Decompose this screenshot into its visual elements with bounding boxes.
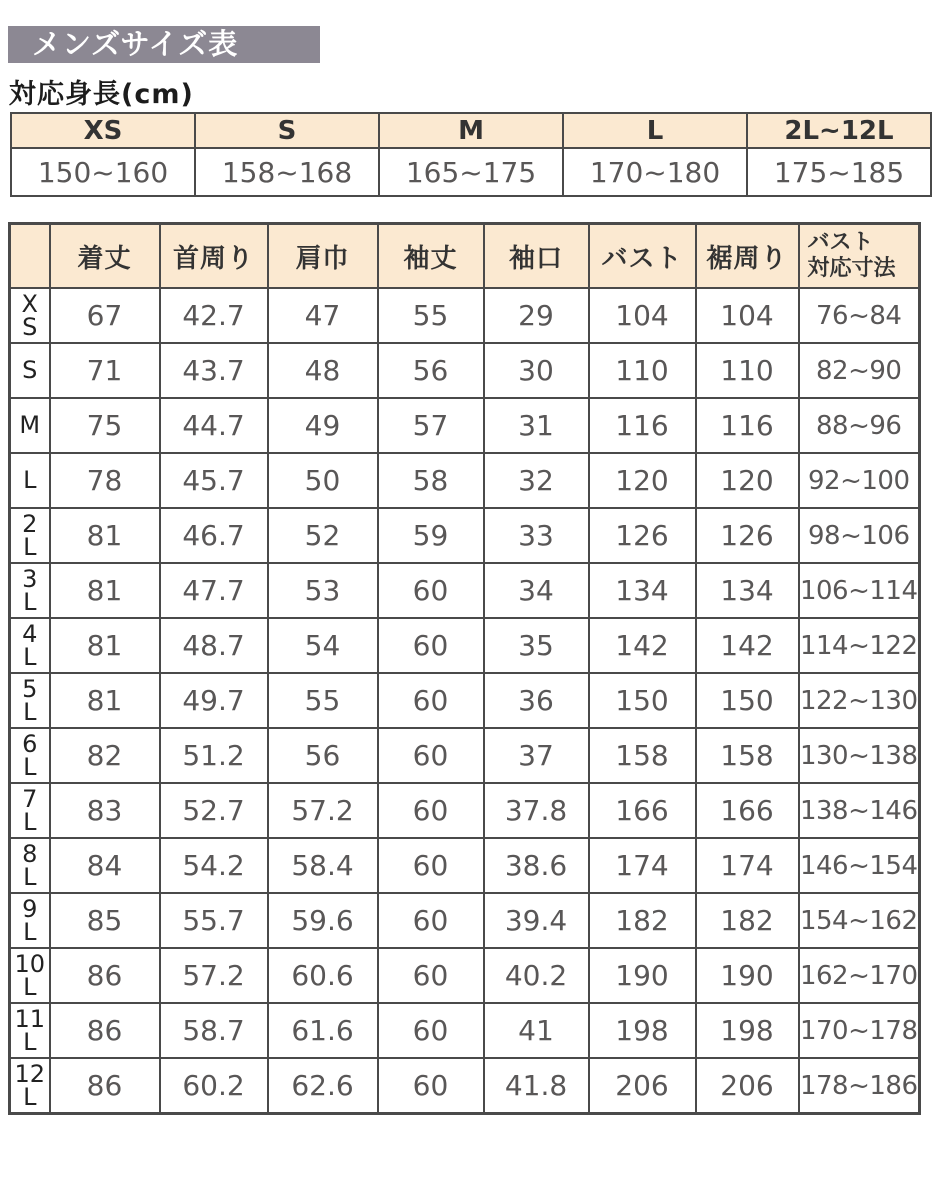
table-cell: 81 [50,673,160,728]
table-cell: 134 [696,563,799,618]
row-size-label-line: L [23,1082,37,1111]
table-cell: 116 [696,398,799,453]
height-table-title: 対応身長(cm) [9,79,194,110]
table-cell: 81 [50,618,160,673]
row-size-label-line: L [23,752,37,781]
table-cell: 56 [268,728,378,783]
table-row-2l [10,508,920,563]
table-cell: 78 [50,453,160,508]
row-size-label-line: 4 [22,619,38,648]
table-row-7l [10,783,920,838]
table-cell: 48.7 [160,618,268,673]
table-cell: 41 [484,1003,589,1058]
row-size-label-line: L [23,1027,37,1056]
row-size-label-xs [10,288,50,343]
page-title-text: メンズサイズ表 [32,27,239,61]
table-cell: 58 [378,453,484,508]
table-cell: 60.2 [160,1058,268,1114]
row-size-label-line: 12 [14,1059,46,1088]
row-size-label-line: 9 [22,894,38,923]
table-cell: 38.6 [484,838,589,893]
row-size-label-line: X [21,289,38,318]
height-col-2l-12l: 2L~12L [747,113,931,148]
table-cell: 110 [696,343,799,398]
table-cell: 146~154 [799,838,920,893]
table-cell: 60 [378,618,484,673]
col-header-sleeve-length: 袖丈 [378,224,484,289]
table-cell: 190 [696,948,799,1003]
table-cell: 47 [268,288,378,343]
table-row-m [10,398,920,453]
table-cell: 182 [589,893,696,948]
row-size-label-2l [10,508,50,563]
height-col-m: M [379,113,563,148]
height-col-s: S [195,113,379,148]
table-cell: 142 [696,618,799,673]
col-header-bust-range-line1: バスト [807,230,874,256]
table-cell: 37 [484,728,589,783]
table-cell: 81 [50,563,160,618]
table-cell: 104 [589,288,696,343]
table-cell: 114~122 [799,618,920,673]
table-cell: 55 [268,673,378,728]
height-value-l: 170~180 [563,148,747,196]
table-cell: 52 [268,508,378,563]
table-cell: 126 [696,508,799,563]
table-row-xs [10,288,920,343]
table-cell: 82~90 [799,343,920,398]
col-header-hem: 裾周り [696,224,799,289]
height-col-xs: XS [11,113,195,148]
row-size-label-m [10,398,50,453]
height-table [10,112,932,197]
row-size-label-11l [10,1003,50,1058]
table-cell: 52.7 [160,783,268,838]
col-header-bust-range-line2: 対応寸法 [807,256,896,281]
table-cell: 57.2 [268,783,378,838]
table-row-6l [10,728,920,783]
row-size-label-line: 8 [22,839,38,868]
table-cell: 75 [50,398,160,453]
table-cell: 60 [378,838,484,893]
table-cell: 60 [378,893,484,948]
height-table-header-row [11,113,931,148]
table-cell: 67 [50,288,160,343]
table-cell: 42.7 [160,288,268,343]
table-cell: 182 [696,893,799,948]
table-cell: 60 [378,1003,484,1058]
table-cell: 60 [378,948,484,1003]
table-cell: 126 [589,508,696,563]
height-table-value-row [11,148,931,196]
size-table-header-row [10,224,920,289]
table-cell: 84 [50,838,160,893]
table-cell: 154~162 [799,893,920,948]
col-header-bust-range [799,224,920,289]
col-header-body-length: 着丈 [50,224,160,289]
size-table [8,222,921,1115]
table-cell: 55 [378,288,484,343]
table-cell: 85 [50,893,160,948]
table-cell: 30 [484,343,589,398]
table-cell: 59 [378,508,484,563]
table-cell: 57 [378,398,484,453]
table-cell: 150 [696,673,799,728]
row-size-label-line: 11 [14,1004,46,1033]
table-cell: 158 [589,728,696,783]
table-cell: 60 [378,728,484,783]
row-size-label-3l [10,563,50,618]
table-cell: 86 [50,1003,160,1058]
table-cell: 174 [696,838,799,893]
table-cell: 106~114 [799,563,920,618]
table-cell: 86 [50,1058,160,1114]
table-cell: 60 [378,1058,484,1114]
table-cell: 46.7 [160,508,268,563]
table-cell: 116 [589,398,696,453]
table-cell: 62.6 [268,1058,378,1114]
size-table-body [10,288,920,1114]
table-cell: 88~96 [799,398,920,453]
row-size-label-line: M [19,411,41,440]
table-cell: 81 [50,508,160,563]
height-value-m: 165~175 [379,148,563,196]
table-cell: 47.7 [160,563,268,618]
table-cell: 54 [268,618,378,673]
col-header-neck: 首周り [160,224,268,289]
row-size-label-l [10,453,50,508]
table-row-11l [10,1003,920,1058]
table-row-s [10,343,920,398]
table-cell: 120 [589,453,696,508]
table-cell: 122~130 [799,673,920,728]
row-size-label-line: 2 [22,509,38,538]
row-size-label-line: 6 [22,729,38,758]
row-size-label-line: L [23,532,37,561]
table-cell: 61.6 [268,1003,378,1058]
table-cell: 158 [696,728,799,783]
table-cell: 50 [268,453,378,508]
table-cell: 162~170 [799,948,920,1003]
row-size-label-s [10,343,50,398]
table-cell: 29 [484,288,589,343]
table-cell: 60 [378,783,484,838]
row-size-label-line: 7 [22,784,38,813]
table-cell: 33 [484,508,589,563]
table-cell: 178~186 [799,1058,920,1114]
table-cell: 57.2 [160,948,268,1003]
table-cell: 198 [696,1003,799,1058]
table-cell: 190 [589,948,696,1003]
table-cell: 51.2 [160,728,268,783]
table-cell: 60.6 [268,948,378,1003]
table-cell: 53 [268,563,378,618]
row-size-label-6l [10,728,50,783]
row-size-label-line: 5 [22,674,38,703]
table-cell: 60 [378,673,484,728]
row-size-label-line: 10 [14,949,46,978]
row-size-label-10l [10,948,50,1003]
table-row-9l [10,893,920,948]
table-cell: 170~178 [799,1003,920,1058]
table-cell: 32 [484,453,589,508]
table-cell: 49 [268,398,378,453]
table-cell: 206 [589,1058,696,1114]
table-row-3l [10,563,920,618]
table-cell: 45.7 [160,453,268,508]
table-cell: 36 [484,673,589,728]
table-cell: 142 [589,618,696,673]
table-cell: 110 [589,343,696,398]
table-cell: 98~106 [799,508,920,563]
row-size-label-line: S [22,356,38,385]
row-size-label-line: L [23,587,37,616]
table-cell: 138~146 [799,783,920,838]
table-cell: 92~100 [799,453,920,508]
row-size-label-4l [10,618,50,673]
table-row-12l [10,1058,920,1114]
table-cell: 60 [378,563,484,618]
col-header-shoulder-width: 肩巾 [268,224,378,289]
row-size-label-line: L [23,807,37,836]
table-cell: 174 [589,838,696,893]
table-cell: 104 [696,288,799,343]
row-size-label-line: L [23,642,37,671]
height-value-2l-12l: 175~185 [747,148,931,196]
table-cell: 134 [589,563,696,618]
table-cell: 166 [696,783,799,838]
table-cell: 59.6 [268,893,378,948]
table-row-10l [10,948,920,1003]
row-size-label-12l [10,1058,50,1114]
height-col-l: L [563,113,747,148]
row-size-label-line: S [22,312,38,341]
table-row-l [10,453,920,508]
height-value-xs: 150~160 [11,148,195,196]
row-size-label-9l [10,893,50,948]
table-cell: 31 [484,398,589,453]
table-row-4l [10,618,920,673]
table-cell: 56 [378,343,484,398]
row-size-label-line: L [23,466,37,495]
table-cell: 206 [696,1058,799,1114]
table-cell: 44.7 [160,398,268,453]
table-cell: 34 [484,563,589,618]
table-cell: 40.2 [484,948,589,1003]
row-size-label-7l [10,783,50,838]
height-value-s: 158~168 [195,148,379,196]
table-cell: 48 [268,343,378,398]
col-header-cuff: 袖口 [484,224,589,289]
page-title [8,26,320,63]
table-cell: 49.7 [160,673,268,728]
table-cell: 150 [589,673,696,728]
table-row-5l [10,673,920,728]
table-cell: 39.4 [484,893,589,948]
table-cell: 83 [50,783,160,838]
table-cell: 120 [696,453,799,508]
table-cell: 58.7 [160,1003,268,1058]
table-cell: 35 [484,618,589,673]
table-cell: 82 [50,728,160,783]
table-cell: 54.2 [160,838,268,893]
table-cell: 86 [50,948,160,1003]
table-cell: 58.4 [268,838,378,893]
row-size-label-line: L [23,972,37,1001]
row-size-label-5l [10,673,50,728]
table-cell: 41.8 [484,1058,589,1114]
corner-cell [10,224,50,289]
table-cell: 166 [589,783,696,838]
table-cell: 130~138 [799,728,920,783]
row-size-label-line: L [23,917,37,946]
table-row-8l [10,838,920,893]
row-size-label-line: L [23,697,37,726]
table-cell: 71 [50,343,160,398]
table-cell: 198 [589,1003,696,1058]
row-size-label-8l [10,838,50,893]
table-cell: 76~84 [799,288,920,343]
row-size-label-line: 3 [22,564,38,593]
table-cell: 55.7 [160,893,268,948]
table-cell: 37.8 [484,783,589,838]
col-header-bust: バスト [589,224,696,289]
row-size-label-line: L [23,862,37,891]
table-cell: 43.7 [160,343,268,398]
